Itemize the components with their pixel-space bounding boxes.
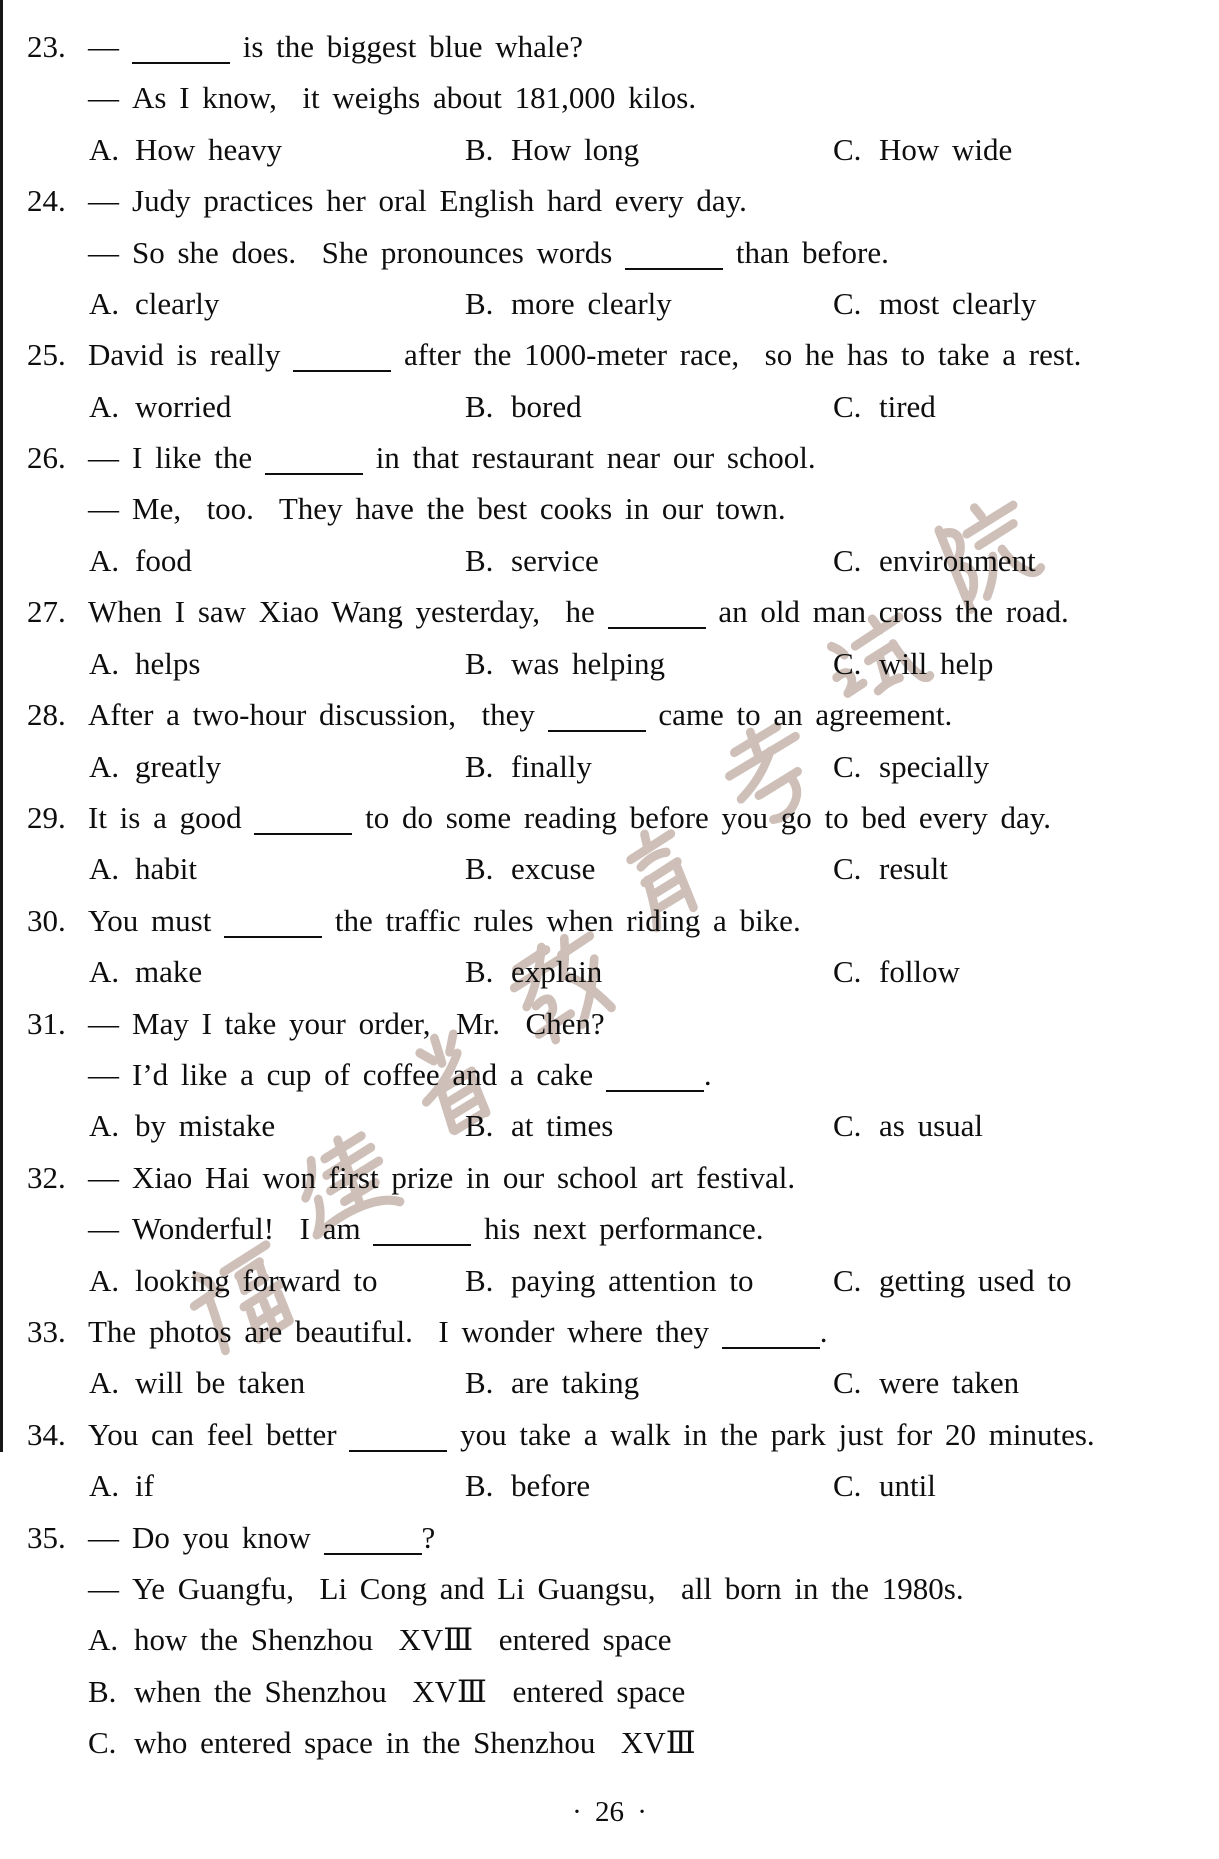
question-text: in that restaurant near our school. [362,440,816,475]
option-label: A. [88,1622,119,1657]
option-text: food [135,543,192,578]
options-row [0,638,1219,690]
option-a [89,535,192,586]
question-number: 25. [27,337,66,372]
option-text: environment [879,543,1036,578]
option-a [89,278,219,329]
option-a [89,1100,275,1151]
option-text: was helping [511,646,665,681]
option-c [88,1717,696,1768]
option-text: will help [879,646,994,681]
options-row [0,1357,1219,1409]
question-body [88,1512,435,1563]
option-b [465,946,602,997]
option-label: B. [465,851,494,886]
question-line [0,1152,1219,1204]
answer-blank [548,726,646,732]
answer-blank [254,829,352,835]
question-text: The photos are beautiful. I wonder where they [88,1314,722,1349]
option-text: at times [511,1108,614,1143]
question-line [0,1409,1219,1461]
option-label: C. [833,646,862,681]
dialogue-dash: — [88,29,119,64]
option-b [465,843,595,894]
option-text: if [135,1468,154,1503]
option-a [89,1357,305,1408]
option-label: C. [833,1263,862,1298]
question-number: 29. [27,800,66,835]
option-text: are taking [511,1365,640,1400]
options-row [0,843,1219,895]
option-text: how the Shenzhou XVⅢ entered space [134,1622,672,1657]
question-text: You can feel better [88,1417,350,1452]
dialogue-dash: — [88,1160,119,1195]
question-line [0,792,1219,844]
answer-blank [293,366,391,372]
question-body [88,227,889,278]
option-label: C. [833,286,862,321]
question-text: ? [421,1520,436,1555]
question-text: his next performance. [471,1211,764,1246]
question-body [88,72,696,123]
option-text: habit [135,851,197,886]
option-label: B. [88,1674,117,1709]
option-c [833,124,1012,175]
answer-blank [625,264,723,270]
answer-blank [324,1549,422,1555]
stacked-option-row [0,1666,1219,1718]
option-a [89,843,197,894]
option-a [89,638,200,689]
stacked-option-row [0,1717,1219,1769]
dialogue-dash: — [88,440,119,475]
question-continuation-line [0,483,1219,535]
question-text: after the 1000-meter race, so he has to take a rest. [391,337,1082,372]
question-body [88,998,605,1049]
options-row [0,946,1219,998]
question-text: So she does. She pronounces words [132,235,626,270]
question-number: 27. [27,594,66,629]
answer-blank [349,1446,447,1452]
option-label: B. [465,954,494,989]
option-text: tired [879,389,936,424]
option-label: A. [89,954,120,989]
option-text: specially [879,749,990,784]
answer-blank [265,469,363,475]
question-body [88,483,786,534]
option-text: service [511,543,599,578]
question-text: Do you know [132,1520,324,1555]
option-c [833,843,948,894]
question-body [88,1203,764,1254]
option-label: C. [833,1468,862,1503]
option-label: B. [465,1108,494,1143]
option-label: A. [89,543,120,578]
option-b [465,535,599,586]
option-c [833,278,1036,329]
options-row [0,741,1219,793]
option-text: make [135,954,203,989]
question-text: You must [88,903,225,938]
option-text: result [879,851,948,886]
option-text: who entered space in the Shenzhou XVⅢ [134,1725,696,1760]
question-text: Judy practices her oral English hard every day. [132,183,747,218]
question-text: came to an agreement. [645,697,953,732]
question-body [88,21,583,72]
option-a [89,741,221,792]
question-text: Me, too. They have the best cooks in our town. [132,491,786,526]
option-c [833,946,960,997]
option-c [833,381,936,432]
option-label: C. [833,1108,862,1143]
option-b [465,1100,613,1151]
options-row [0,381,1219,433]
question-text: After a two-hour discussion, they [88,697,548,732]
option-a [89,124,282,175]
question-continuation-line [0,1203,1219,1255]
stacked-option-row [0,1614,1219,1666]
question-body [88,1049,712,1100]
question-body [88,895,801,946]
answer-blank [373,1240,471,1246]
question-continuation-line [0,72,1219,124]
question-text: Wonderful! I am [132,1211,374,1246]
question-line [0,1512,1219,1564]
option-text: How long [511,132,640,167]
option-label: C. [833,132,862,167]
question-body [88,792,1051,843]
option-label: C. [833,1365,862,1400]
option-text: greatly [135,749,222,784]
dialogue-dash: — [88,183,119,218]
option-text: before [511,1468,591,1503]
option-text: paying attention to [511,1263,754,1298]
question-text: . [819,1314,828,1349]
question-body [88,1306,828,1357]
dialogue-dash: — [88,1571,119,1606]
option-b [465,1255,753,1306]
question-body [88,329,1081,380]
option-a [89,381,231,432]
question-line [0,1306,1219,1358]
question-text: I’d like a cup of coffee and a cake [132,1057,606,1092]
option-a [89,946,202,997]
option-label: B. [465,389,494,424]
question-line [0,175,1219,227]
option-label: A. [89,1108,120,1143]
question-text: Xiao Hai won first prize in our school art festival. [132,1160,796,1195]
question-text: . [703,1057,712,1092]
question-number: 23. [27,29,66,64]
question-number: 28. [27,697,66,732]
option-b [465,278,672,329]
option-a [89,1460,154,1511]
option-c [833,638,993,689]
option-label: B. [465,286,494,321]
option-c [833,1255,1072,1306]
question-number: 30. [27,903,66,938]
question-text: Ye Guangfu, Li Cong and Li Guangsu, all born in the 1980s. [132,1571,964,1606]
options-row [0,1100,1219,1152]
option-b [465,1357,639,1408]
dialogue-dash: — [88,235,119,270]
option-label: B. [465,1263,494,1298]
question-body [88,1152,795,1203]
question-line [0,21,1219,73]
option-label: A. [89,1468,120,1503]
option-text: until [879,1468,936,1503]
question-text: to do some reading before you go to bed every day. [352,800,1052,835]
question-line [0,895,1219,947]
option-label: B. [465,1365,494,1400]
option-label: B. [465,646,494,681]
answer-blank [132,58,230,64]
question-text: When I saw Xiao Wang yesterday, he [88,594,608,629]
option-label: A. [89,1263,120,1298]
question-continuation-line [0,227,1219,279]
option-label: B. [465,543,494,578]
option-text: explain [511,954,603,989]
question-text: As I know, it weighs about 181,000 kilos. [132,80,697,115]
option-label: C. [833,543,862,578]
question-body [88,689,952,740]
option-text: more clearly [511,286,672,321]
question-number: 24. [27,183,66,218]
dialogue-dash: — [88,1520,119,1555]
question-text: you take a walk in the park just for 20 minutes. [447,1417,1095,1452]
question-text: an old man cross the road. [705,594,1069,629]
question-continuation-line [0,1563,1219,1615]
question-body [88,586,1069,637]
option-text: getting used to [879,1263,1072,1298]
option-label: A. [89,132,120,167]
question-text: May I take your order, Mr. Chen? [132,1006,605,1041]
question-text: is the biggest blue whale? [230,29,583,64]
question-text: than before. [723,235,889,270]
options-row [0,1255,1219,1307]
option-label: A. [89,389,120,424]
option-label: A. [89,851,120,886]
question-line [0,329,1219,381]
page-number: · 26 · [572,1796,647,1828]
option-text: by mistake [135,1108,276,1143]
answer-blank [722,1343,820,1349]
question-number: 35. [27,1520,66,1555]
option-label: C. [833,851,862,886]
question-body [88,432,816,483]
option-c [833,1460,936,1511]
options-row [0,278,1219,330]
option-label: B. [465,1468,494,1503]
option-b [88,1666,685,1717]
options-row [0,1460,1219,1512]
dialogue-dash: — [88,1211,119,1246]
dialogue-dash: — [88,1006,119,1041]
option-label: C. [833,389,862,424]
dialogue-dash: — [88,491,119,526]
question-text: I like the [132,440,265,475]
question-text: the traffic rules when riding a bike. [322,903,801,938]
option-text: bored [511,389,582,424]
question-body [88,175,747,226]
question-number: 34. [27,1417,66,1452]
option-text: as usual [879,1108,984,1143]
option-text: most clearly [879,286,1037,321]
option-text: were taken [879,1365,1020,1400]
option-b [465,381,582,432]
option-label: C. [833,749,862,784]
question-text: David is really [88,337,294,372]
question-text: It is a good [88,800,255,835]
option-c [833,741,989,792]
question-number: 26. [27,440,66,475]
question-number: 33. [27,1314,66,1349]
option-text: How heavy [135,132,283,167]
option-label: B. [465,132,494,167]
option-text: when the Shenzhou XVⅢ entered space [134,1674,686,1709]
option-c [833,1357,1019,1408]
dialogue-dash: — [88,1057,119,1092]
option-text: follow [879,954,960,989]
answer-blank [224,932,322,938]
option-label: B. [465,749,494,784]
option-text: finally [511,749,592,784]
question-line [0,586,1219,638]
option-a [89,1255,377,1306]
option-b [465,741,592,792]
option-b [465,1460,590,1511]
option-label: C. [833,954,862,989]
question-continuation-line [0,1049,1219,1101]
question-line [0,432,1219,484]
question-body [88,1409,1095,1460]
options-row [0,124,1219,176]
option-text: looking forward to [135,1263,378,1298]
option-text: clearly [135,286,220,321]
question-number: 32. [27,1160,66,1195]
option-text: excuse [511,851,596,886]
dialogue-dash: — [88,80,119,115]
option-text: helps [135,646,201,681]
question-number: 31. [27,1006,66,1041]
option-text: worried [135,389,232,424]
option-b [465,124,639,175]
option-text: will be taken [135,1365,306,1400]
option-a [88,1614,672,1665]
option-text: How wide [879,132,1013,167]
options-row [0,535,1219,587]
answer-blank [608,623,706,629]
option-label: A. [89,646,120,681]
option-label: A. [89,749,120,784]
option-label: C. [88,1725,117,1760]
question-line [0,998,1219,1050]
option-c [833,1100,983,1151]
answer-blank [606,1086,704,1092]
question-body [88,1563,964,1614]
option-label: A. [89,286,120,321]
question-line [0,689,1219,741]
option-c [833,535,1036,586]
option-b [465,638,665,689]
option-label: A. [89,1365,120,1400]
